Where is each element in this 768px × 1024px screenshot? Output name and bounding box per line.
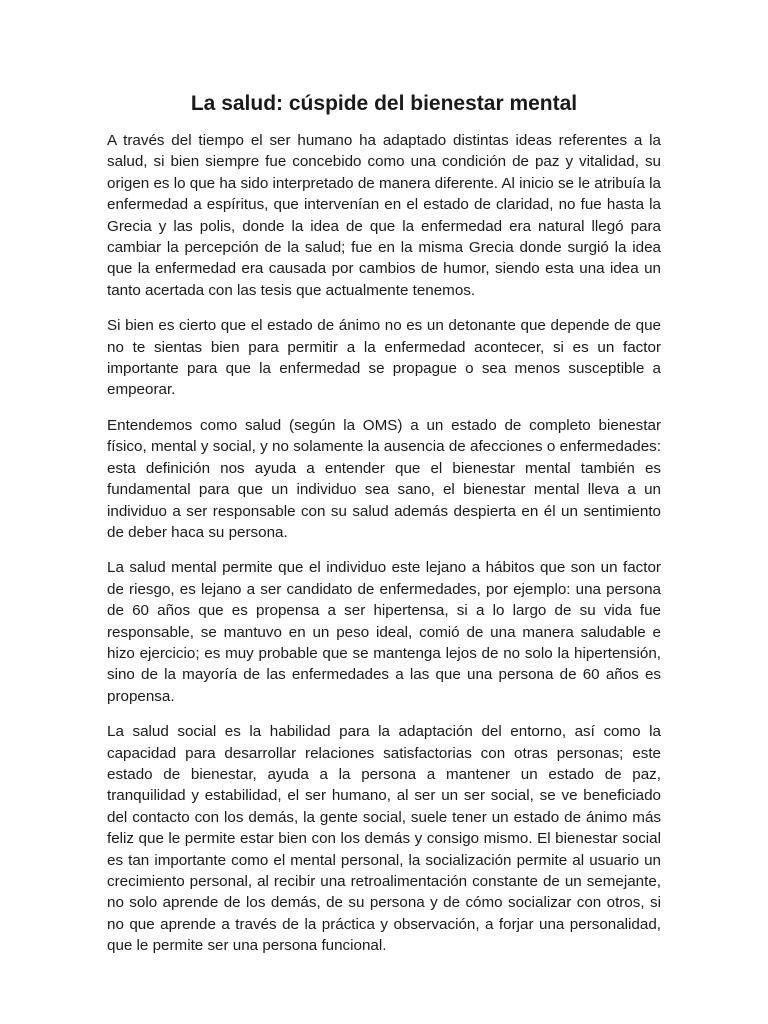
paragraph-4: La salud mental permite que el individuo este lejano a hábitos que son un factor de riesgo, es lejano a ser candidato de enfermedades, por ejemplo: una persona de 60 años que es propensa a ser hipertensa, si a lo largo de su vida fue responsable, se mantuvo en un peso ideal, comió de una manera saludable e hizo ejercicio; es muy probable que se mantenga lejos de no solo la hipertensión, sino de la mayoría de las enfermedades a las que una persona de 60 años es propensa. [107,559,661,705]
paragraph-1: A través del tiempo el ser humano ha adaptado distintas ideas referentes a la salud, si bien siempre fue concebido como una condición de paz y vitalidad, su origen es lo que ha sido interpretado de manera diferente. Al inicio se le atribuía la enfermedad a espíritus, que intervenían en el estado de claridad, no fue hasta la Grecia y las polis, donde la idea de que la enfermedad era natural llegó para cambiar la percepción de la salud; fue en la misma Grecia donde surgió la idea que la enfermedad era causada por cambios de humor, siendo esta una idea un tanto acertada con las tesis que actualmente tenemos. [107,132,661,299]
paragraph-5: La salud social es la habilidad para la adaptación del entorno, así como la capacidad para desarrollar relaciones satisfactorias con otras personas; este estado de bienestar, ayuda a la persona a mantener un estado de paz, tranquilidad y estabilidad, el ser humano, al ser un ser social, se ve beneficiado del contacto con los demás, la gente social, suele tener un estado de ánimo más feliz que le permite estar bien con los demás y consigo mismo. El bienestar social es tan importante como el mental personal, la socialización permite al usuario un crecimiento personal, al recibir una retroalimentación constante de un semejante, no solo aprende de los demás, de su persona y de cómo socializar con otros, si no que aprende a través de la práctica y observación, a forjar una personalidad, que le permite ser una persona funcional. [107,723,661,955]
document-body [107,130,661,971]
document-title: La salud: cúspide del bienestar mental [190,92,578,115]
paragraph-2: Si bien es cierto que el estado de ánimo no es un detonante que depende de que no te sientas bien para permitir a la enfermedad acontecer, si es un factor importante para que la enfermedad se propague o sea menos susceptible a empeorar. [107,317,661,399]
paragraph-3: Entendemos como salud (según la OMS) a un estado de completo bienestar físico, mental y social, y no solamente la ausencia de afecciones o enfermedades: esta definición nos ayuda a entender que el bienestar mental también es fundamental para que un individuo sea sano, el bienestar mental lleva a un individuo a ser responsable con su salud además despierta en él un sentimiento de deber haca su persona. [107,416,661,541]
